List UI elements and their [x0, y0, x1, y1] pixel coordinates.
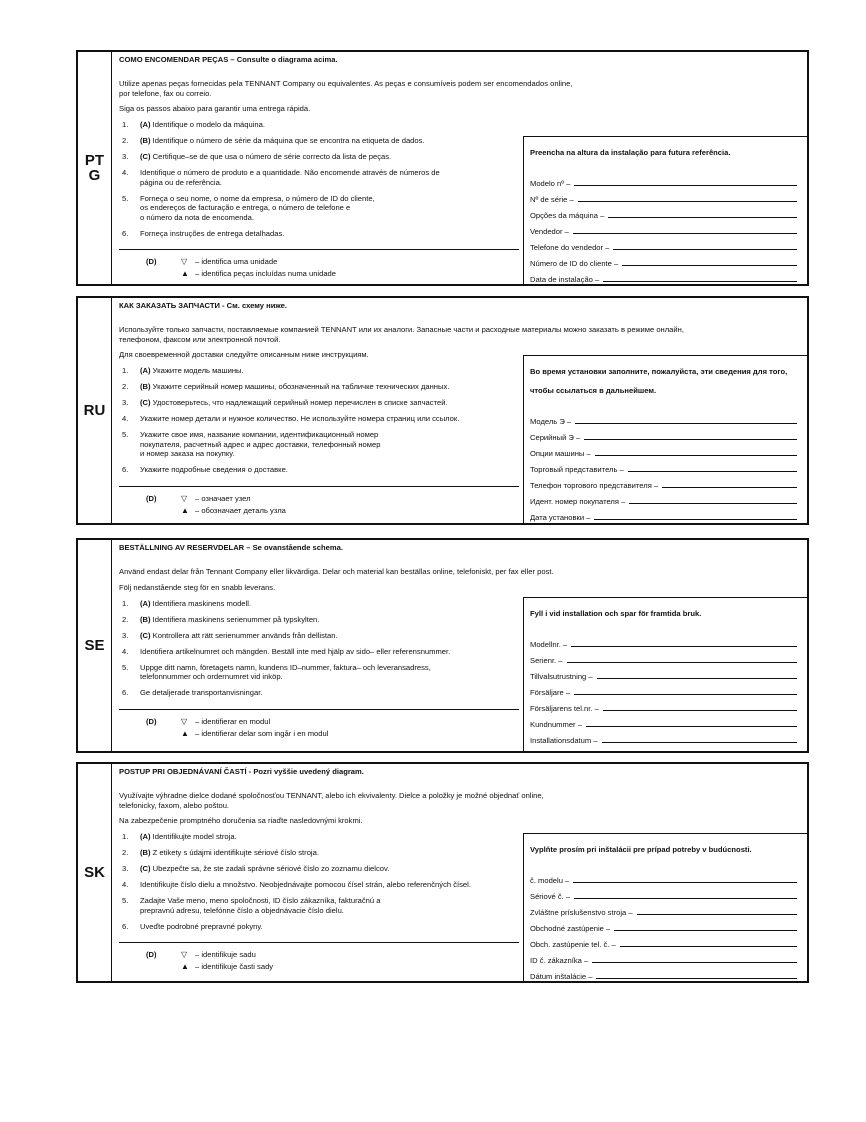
- step-text: [140, 864, 389, 874]
- step-line: [140, 848, 319, 858]
- field-input-line[interactable]: [567, 662, 797, 663]
- step-line-text: Kontrollera att rätt serienummer används från dellistan.: [150, 630, 338, 640]
- intro-text: [119, 567, 807, 577]
- step-text: [140, 631, 338, 641]
- filled-triangle-icon: ▲: [181, 505, 189, 515]
- form-field: [530, 869, 807, 885]
- field-label: Modellnr. –: [530, 640, 568, 649]
- step-line: [140, 599, 251, 609]
- field-label: Опции машины –: [530, 449, 591, 458]
- step-letter: (A): [140, 598, 151, 608]
- step-text: [140, 120, 265, 130]
- step-line-text: Zadajte Vaše meno, meno spoločnosti, ID číslo zákazníka, fakturačnú a: [140, 896, 381, 905]
- field-input-line[interactable]: [574, 185, 797, 186]
- step-line: [140, 120, 265, 130]
- intro-line: Используйте только запчасти, поставляемые компанией TENNANT или их аналоги. Запасные части и расходные материалы можно заказать в режиме онлайн,: [119, 325, 684, 334]
- intro-line: Využívajte výhradne dielce dodané spoločnosťou TENNANT, alebo ich ekvivalenty. Dielce a položky je možné objednať online,: [119, 791, 544, 800]
- step-number: 4.: [122, 880, 129, 889]
- step-letter: (B): [140, 136, 151, 145]
- field-label: Tillvalsutrustning –: [530, 672, 593, 681]
- step-text: [140, 663, 431, 682]
- step-letter: (B): [140, 382, 151, 391]
- form-heading: Vyplňte prosím pri inštalácii pre prípad potreby v budúcnosti.: [530, 845, 752, 854]
- steps-label: Siga os passos abaixo para garantir uma entrega rápida.: [119, 104, 311, 113]
- open-triangle-icon: ▽: [181, 950, 188, 959]
- divider: [119, 249, 519, 250]
- step-line-text: Identifique o modelo da máquina.: [150, 120, 265, 129]
- field-label: Телефон торгового представителя –: [530, 481, 659, 490]
- step-line: [140, 382, 449, 392]
- step-line: [140, 366, 244, 376]
- step-line: [140, 430, 380, 440]
- field-label: Идент. номер покупателя –: [530, 497, 626, 506]
- step-line-text: telefonnummer och ordernumret vid inköp.: [140, 672, 283, 681]
- installation-record-form: [523, 136, 807, 284]
- step-line-text: prepravnú adresu, telefónne číslo a objednávacie číslo dielu.: [140, 905, 344, 915]
- field-input-line[interactable]: [573, 233, 797, 234]
- field-input-line[interactable]: [574, 694, 797, 695]
- field-label: Obchodné zastúpenie –: [530, 924, 611, 933]
- field-label: Opções da máquina –: [530, 211, 605, 220]
- form-field: [530, 426, 807, 442]
- field-label: Försäljare –: [530, 688, 571, 697]
- step-line: [140, 194, 375, 204]
- field-label: Торговый представитель –: [530, 465, 624, 474]
- step-line: [140, 631, 338, 641]
- form-field: [530, 188, 807, 204]
- form-field: [530, 204, 807, 220]
- step-number: 1.: [122, 366, 129, 375]
- step-line-text: Uveďte podrobné prepravné pokyny.: [140, 921, 263, 931]
- field-input-line[interactable]: [602, 742, 797, 743]
- field-label: Telefone do vendedor –: [530, 243, 610, 252]
- step-line-text: Identifiera maskinens serienummer på typskylten.: [150, 614, 320, 624]
- field-input-line[interactable]: [586, 726, 797, 727]
- step-line-text: Удостоверьтесь, что надлежащий серийный номер перечислен в списке запчастей.: [150, 398, 448, 407]
- step-text: [140, 615, 319, 625]
- step-number: 4.: [122, 646, 129, 656]
- form-field: [530, 949, 807, 965]
- step-text: [140, 168, 440, 187]
- divider: [119, 942, 519, 943]
- field-label: č. modelu –: [530, 876, 570, 885]
- legend-parts-text: – identifica peças incluídas numa unidade: [195, 269, 336, 278]
- field-input-line[interactable]: [584, 439, 797, 440]
- step-text: [140, 414, 459, 424]
- filled-triangle-icon: ▲: [181, 269, 189, 278]
- step-number: 4.: [122, 168, 129, 177]
- step-text: [140, 880, 471, 890]
- step-text: [140, 194, 375, 223]
- step-line: [140, 168, 440, 178]
- step-letter: (B): [140, 848, 151, 857]
- form-heading: Fyll i vid installation och spar för framtida bruk.: [530, 609, 702, 618]
- form-field: [530, 633, 807, 649]
- intro-text: [119, 79, 807, 98]
- form-field: [530, 665, 807, 681]
- divider: [119, 709, 519, 710]
- step-text: [140, 136, 425, 146]
- step-line: [140, 906, 380, 916]
- step-line-text: Identifikujte číslo dielu a množstvo. Neobjednávajte pomocou čísel strán, alebo referenčných čísel.: [140, 880, 471, 889]
- step-number: 2.: [122, 136, 129, 145]
- step-line-text: Certifique–se de que usa o número de série correcto da lista de peças.: [150, 152, 392, 161]
- language-code: SE: [78, 540, 112, 751]
- section-content: [112, 764, 807, 981]
- field-input-line[interactable]: [622, 265, 797, 266]
- step-text: [140, 848, 319, 858]
- form-field: [530, 965, 807, 981]
- field-label: Data de instalação –: [530, 275, 600, 284]
- filled-triangle-icon: ▲: [181, 962, 189, 971]
- step-letter: (C): [140, 864, 151, 873]
- step-number: 2.: [122, 382, 129, 391]
- step-line: [140, 864, 389, 874]
- field-input-line[interactable]: [603, 281, 797, 282]
- form-field: [530, 172, 807, 188]
- field-input-line[interactable]: [571, 646, 797, 647]
- field-input-line[interactable]: [608, 217, 797, 218]
- step-line: [140, 615, 319, 625]
- field-input-line[interactable]: [620, 946, 797, 947]
- form-field: [530, 917, 807, 933]
- step-line: [140, 136, 425, 146]
- legend-assembly-text: – означает узел: [195, 493, 251, 503]
- section-ptg: [76, 50, 809, 286]
- form-field: [530, 885, 807, 901]
- step-letter: (C): [140, 398, 151, 407]
- steps-label: Följ nedanstående steg för en snabb leverans.: [119, 582, 276, 592]
- step-line-text: покупателя, расчетный адрес и адрес доставки, телефонный номер: [140, 439, 381, 449]
- step-number: 2.: [122, 614, 129, 624]
- form-field: [530, 649, 807, 665]
- step-line: [140, 440, 380, 450]
- step-line: [140, 449, 380, 459]
- field-input-line[interactable]: [574, 898, 797, 899]
- installation-record-form: [523, 355, 807, 523]
- field-label: Серийный Э –: [530, 433, 581, 442]
- legend-parts-text: – identifierar delar som ingår i en modul: [195, 728, 329, 738]
- step-line-text: Forneça o seu nome, o nome da empresa, o número de ID do cliente,: [140, 193, 375, 203]
- step-text: [140, 430, 380, 459]
- field-label: Zvláštne príslušenstvo stroja –: [530, 908, 633, 917]
- legend-parts-text: – обозначает деталь узла: [195, 505, 286, 515]
- field-input-line[interactable]: [637, 914, 797, 915]
- field-label: Modelo nº –: [530, 179, 571, 188]
- step-line-text: Укажите серийный номер машины, обозначенный на табличке технических данных.: [150, 382, 450, 391]
- legend-spacer: [119, 268, 181, 280]
- step-number: 3.: [122, 630, 129, 640]
- open-triangle-icon: ▽: [181, 493, 188, 503]
- step-line: [140, 213, 375, 223]
- field-input-line[interactable]: [662, 487, 797, 488]
- filled-triangle-icon: ▲: [181, 728, 189, 738]
- field-input-line[interactable]: [575, 423, 797, 424]
- field-label: Obch. zastúpenie tel. č. –: [530, 940, 616, 949]
- field-input-line[interactable]: [597, 678, 797, 679]
- step-text: [140, 382, 449, 392]
- open-triangle-icon: ▽: [181, 257, 188, 266]
- language-code: SK: [78, 764, 112, 981]
- steps-label: Na zabezpečenie promptného doručenia sa riaďte nasledovnými krokmi.: [119, 816, 363, 825]
- step-text: [140, 647, 450, 657]
- field-input-line[interactable]: [595, 455, 797, 456]
- step-line-text: Укажите свое имя, название компании, идентификационный номер: [140, 430, 379, 439]
- form-field: [530, 713, 807, 729]
- section-content: [112, 52, 807, 284]
- step-line-text: o número da nota de encomenda.: [140, 212, 254, 222]
- step-text: [140, 465, 288, 475]
- step-line-text: Uppge ditt namn, företagets namn, kundens ID–nummer, faktura– och leveransadress,: [140, 662, 431, 672]
- step-line-text: os endereços de facturação e entrega, o número de telefone e: [140, 203, 351, 212]
- field-input-line[interactable]: [603, 710, 797, 711]
- intro-line: телефоном, факсом или электронной почтой.: [119, 334, 281, 344]
- field-input-line[interactable]: [596, 978, 797, 979]
- legend-parts-text: – identifikuje časti sady: [195, 962, 274, 971]
- form-field: [530, 506, 807, 522]
- legend-assembly-text: – identifikuje sadu: [195, 950, 256, 959]
- step-text: [140, 152, 391, 162]
- form-field: [530, 458, 807, 474]
- field-input-line[interactable]: [628, 471, 797, 472]
- step-number: 6.: [122, 465, 129, 474]
- form-field: [530, 490, 807, 506]
- step-number: 1.: [122, 598, 129, 608]
- step-number: 5.: [122, 662, 129, 672]
- legend-label: (D): [146, 950, 157, 959]
- legend-label: (D): [146, 493, 157, 503]
- step-line-text: Z etikety s údajmi identifikujte sériové číslo stroja.: [150, 848, 319, 857]
- field-label: Installationsdatum –: [530, 736, 598, 745]
- legend-label: (D): [146, 716, 157, 726]
- section-se: [76, 538, 809, 753]
- step-line: [140, 229, 284, 239]
- intro-text: [119, 325, 807, 344]
- step-line-text: Forneça instruções de entrega detalhadas.: [140, 228, 285, 238]
- step-letter: (A): [140, 832, 151, 841]
- field-label: Dátum inštalácie –: [530, 972, 593, 981]
- step-letter: (C): [140, 152, 151, 161]
- step-number: 2.: [122, 848, 129, 857]
- step-line-text: и номер заказа на покупку.: [140, 449, 235, 458]
- step-text: [140, 922, 263, 932]
- section-ru: [76, 296, 809, 525]
- legend-spacer: [119, 505, 181, 517]
- field-label: ID č. zákazníka –: [530, 956, 589, 965]
- step-line: [140, 647, 450, 657]
- section-content: [112, 540, 807, 751]
- form-field: [530, 236, 807, 252]
- field-label: Kundnummer –: [530, 720, 582, 729]
- intro-line: por telefone, fax ou correio.: [119, 88, 212, 98]
- form-field: [530, 410, 807, 426]
- step-line: [140, 663, 431, 673]
- language-code: PT G: [78, 52, 112, 284]
- step-number: 3.: [122, 398, 129, 407]
- installation-record-form: [523, 833, 807, 981]
- form-field: [530, 697, 807, 713]
- step-text: [140, 896, 380, 915]
- form-heading: Preencha na altura da instalação para futura referência.: [530, 148, 731, 157]
- legend-spacer: [119, 728, 181, 740]
- step-number: 6.: [122, 921, 129, 931]
- step-text: [140, 832, 237, 842]
- intro-line: telefonicky, faxom, alebo poštou.: [119, 800, 230, 810]
- step-line: [140, 178, 440, 188]
- step-line: [140, 896, 380, 906]
- step-line: [140, 465, 288, 475]
- intro-line: Utilize apenas peças fornecidas pela TENNANT Company ou equivalentes. As peças e consumíveis podem ser encomendados online,: [119, 79, 573, 88]
- step-line-text: página ou de referência.: [140, 177, 222, 187]
- step-number: 5.: [122, 896, 129, 905]
- step-letter: (B): [140, 614, 151, 624]
- step-line: [140, 203, 375, 213]
- section-heading: КАК ЗАКАЗАТЬ ЗАПЧАСТИ - См. схему ниже.: [119, 301, 287, 310]
- form-heading: Во время установки заполните, пожалуйста, эти сведения для того, чтобы ссылаться в дальнейшем.: [530, 367, 788, 395]
- step-number: 1.: [122, 832, 129, 841]
- field-input-line[interactable]: [578, 201, 797, 202]
- legend-spacer: [119, 961, 181, 973]
- section-heading: COMO ENCOMENDAR PEÇAS – Consulte o diagrama acima.: [119, 55, 338, 64]
- step-number: 3.: [122, 864, 129, 873]
- divider: [119, 486, 519, 487]
- step-number: 5.: [122, 430, 129, 439]
- section-heading: POSTUP PRI OBJEDNÁVANÍ ČASTÍ - Pozri vyššie uvedený diagram.: [119, 767, 364, 776]
- field-label: Serienr. –: [530, 656, 563, 665]
- step-line: [140, 152, 391, 162]
- step-line-text: Укажите номер детали и нужное количество. Не используйте номера страниц или ссылок.: [140, 414, 460, 423]
- intro-text: [119, 791, 807, 810]
- field-input-line[interactable]: [594, 519, 797, 520]
- step-letter: (C): [140, 630, 151, 640]
- field-label: Número de ID do cliente –: [530, 259, 619, 268]
- language-code: RU: [78, 298, 112, 523]
- form-field: [530, 933, 807, 949]
- field-label: Модель Э –: [530, 417, 572, 426]
- installation-record-form: [523, 597, 807, 751]
- step-line: [140, 688, 262, 698]
- step-line: [140, 880, 471, 890]
- step-line-text: Identifique o número de série da máquina que se encontra na etiqueta de dados.: [150, 136, 425, 145]
- field-label: Sériové č. –: [530, 892, 571, 901]
- step-number: 3.: [122, 152, 129, 161]
- open-triangle-icon: ▽: [181, 716, 188, 726]
- field-label: Försäljarens tel.nr. –: [530, 704, 599, 713]
- step-line: [140, 672, 431, 682]
- step-text: [140, 398, 448, 408]
- form-field: [530, 681, 807, 697]
- step-line-text: Identifique o número de produto e a quantidade. Não encomende através de números de: [140, 168, 440, 177]
- form-field: [530, 268, 807, 284]
- step-text: [140, 599, 251, 609]
- field-label: Nº de série –: [530, 195, 574, 204]
- form-field: [530, 474, 807, 490]
- form-field: [530, 220, 807, 236]
- section-heading: BESTÄLLNING AV RESERVDELAR – Se ovanstående schema.: [119, 543, 343, 552]
- field-label: Дата установки –: [530, 513, 591, 522]
- form-field: [530, 442, 807, 458]
- form-field: [530, 901, 807, 917]
- step-number: 5.: [122, 193, 129, 203]
- step-letter: (A): [140, 366, 151, 375]
- step-line-text: Identifiera maskinens modell.: [150, 598, 252, 608]
- step-number: 4.: [122, 414, 129, 423]
- step-line: [140, 832, 237, 842]
- step-item: [119, 120, 807, 130]
- step-number: 6.: [122, 688, 129, 697]
- field-input-line[interactable]: [613, 249, 797, 250]
- field-input-line[interactable]: [629, 503, 797, 504]
- step-number: 6.: [122, 228, 129, 238]
- legend-assembly-text: – identifica uma unidade: [195, 257, 278, 266]
- step-text: [140, 688, 262, 698]
- form-field: [530, 729, 807, 745]
- field-label: Vendedor –: [530, 227, 569, 236]
- legend-label: (D): [146, 257, 157, 266]
- step-text: [140, 229, 284, 239]
- step-line: [140, 922, 263, 932]
- field-input-line[interactable]: [614, 930, 797, 931]
- step-line-text: Ge detaljerade transportanvisningar.: [140, 688, 263, 697]
- section-sk: [76, 762, 809, 983]
- form-field: [530, 252, 807, 268]
- step-line: [140, 414, 459, 424]
- intro-line: Använd endast delar från Tennant Company eller likvärdiga. Delar och material kan beställas online, telefoniskt, per fax eller post.: [119, 567, 554, 576]
- field-input-line[interactable]: [592, 962, 797, 963]
- step-number: 1.: [122, 120, 129, 129]
- step-letter: (A): [140, 120, 151, 129]
- legend-assembly-text: – identifierar en modul: [195, 716, 271, 726]
- section-content: [112, 298, 807, 523]
- step-line-text: Identifiera artikelnumret och mängden. Beställ inte med hjälp av sido– eller referensnummer.: [140, 646, 451, 656]
- step-line-text: Укажите подробные сведения о доставке.: [140, 465, 288, 474]
- step-line-text: Identifikujte model stroja.: [150, 832, 237, 841]
- step-line-text: Ubezpečte sa, že ste zadali správne sériové číslo zo zoznamu dielcov.: [150, 864, 390, 873]
- step-line-text: Укажите модель машины.: [150, 366, 244, 375]
- step-text: [140, 366, 244, 376]
- steps-label: Для своевременной доставки следуйте описанным ниже инструкциям.: [119, 350, 369, 359]
- field-input-line[interactable]: [573, 882, 797, 883]
- step-line: [140, 398, 448, 408]
